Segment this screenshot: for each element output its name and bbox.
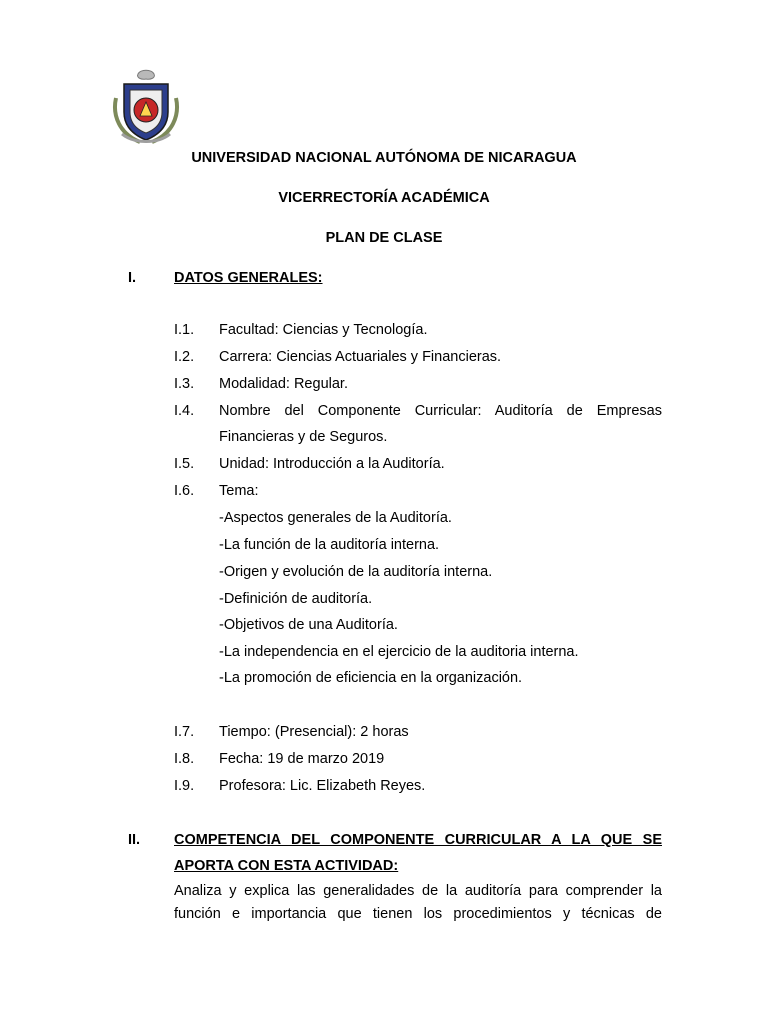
vicerrectoria-title: VICERRECTORÍA ACADÉMICA — [278, 190, 490, 206]
competencia-paragraph-line: Analiza y explica las generalidades de la auditoría para comprender la — [174, 883, 662, 899]
item-text: Tema: — [219, 483, 259, 499]
plan-title: PLAN DE CLASE — [325, 230, 443, 246]
item-number: I.6. — [174, 483, 195, 499]
item-text: Modalidad: Regular. — [219, 376, 348, 392]
item-text: Facultad: Ciencias y Tecnología. — [219, 322, 428, 338]
section-2-title: COMPETENCIA DEL COMPONENTE CURRICULAR A LA QUE SE APORTA CON ESTA ACTIVIDAD: — [174, 832, 662, 874]
tema-item: -Origen y evolución de la auditoría interna. — [219, 564, 493, 580]
item-number: I.9. — [174, 778, 195, 794]
section-2-number: II. — [128, 832, 141, 848]
tema-item: -La independencia en el ejercicio de la auditoria interna. — [219, 644, 579, 660]
item-text: Carrera: Ciencias Actuariales y Financieras. — [219, 349, 502, 365]
tema-item: -La función de la auditoría interna. — [219, 537, 440, 553]
section-1-number: I. — [128, 270, 137, 286]
item-text: Nombre del Componente Curricular: Auditoría de Empresas Financieras y de Seguros. — [219, 403, 662, 445]
item-text: Profesora: Lic. Elizabeth Reyes. — [219, 778, 426, 794]
item-number: I.4. — [174, 403, 195, 419]
university-seal-icon — [110, 68, 182, 146]
item-number: I.3. — [174, 376, 195, 392]
tema-item: -Objetivos de una Auditoría. — [219, 617, 398, 633]
item-text: Tiempo: (Presencial): 2 horas — [219, 724, 409, 740]
tema-item: -Aspectos generales de la Auditoría. — [219, 510, 452, 526]
tema-item: -Definición de auditoría. — [219, 591, 373, 607]
item-text: Unidad: Introducción a la Auditoría. — [219, 456, 445, 472]
item-number: I.2. — [174, 349, 195, 365]
item-number: I.8. — [174, 751, 195, 767]
tema-item: -La promoción de eficiencia en la organización. — [219, 670, 523, 686]
item-number: I.1. — [174, 322, 195, 338]
competencia-paragraph-line: función e importancia que tienen los procedimientos y técnicas de — [174, 906, 662, 922]
university-title: UNIVERSIDAD NACIONAL AUTÓNOMA DE NICARAGUA — [191, 150, 577, 166]
section-1-title: DATOS GENERALES: — [174, 270, 323, 286]
item-number: I.5. — [174, 456, 195, 472]
item-number: I.7. — [174, 724, 195, 740]
item-text: Fecha: 19 de marzo 2019 — [219, 751, 385, 767]
